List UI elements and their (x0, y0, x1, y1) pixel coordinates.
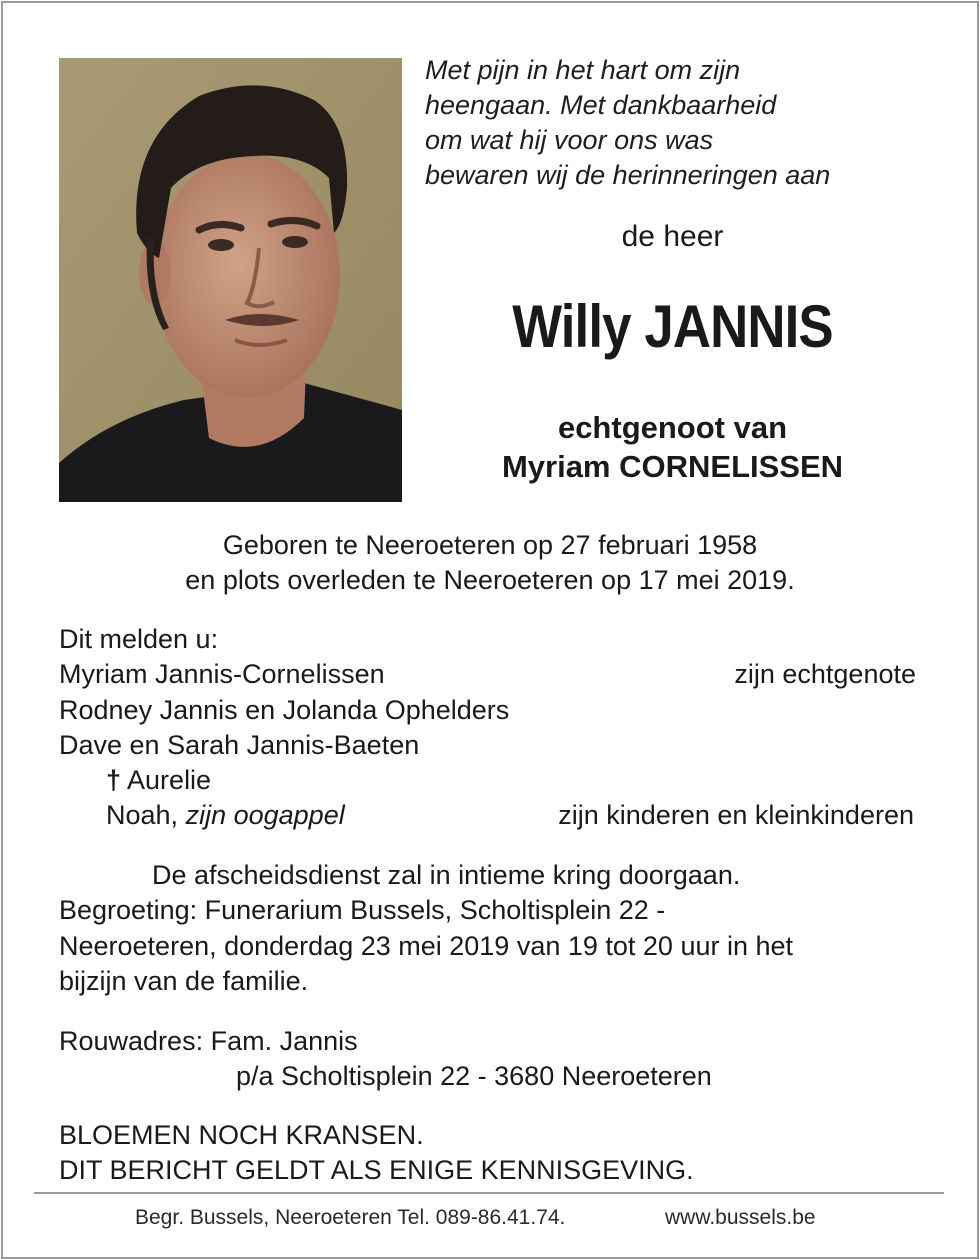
footer-funeral-home: Begr. Bussels, Neeroeteren Tel. 089-86.41.74. (135, 1206, 566, 1229)
spouse-relation: echtgenoot van (557, 410, 788, 445)
cross-icon: † (106, 765, 122, 795)
spouse-name: Myriam CORNELISSEN (501, 449, 844, 484)
address-line-2: p/a Scholtisplein 22 - 3680 Neeroeteren (236, 1061, 712, 1091)
footer-website: www.bussels.be (665, 1206, 816, 1229)
family-child-1: Rodney Jannis en Jolanda Ophelders (59, 695, 510, 725)
service-line-2: Begroeting: Funerarium Bussels, Scholtisplein 22 - (59, 895, 666, 925)
family-heading: Dit melden u: (59, 624, 219, 654)
family-spouse-role: zijn echtgenote (734, 659, 916, 689)
service-line-1: De afscheidsdienst zal in intieme kring doorgaan. (152, 860, 741, 890)
intro-line: bewaren wij de herinneringen aan (425, 160, 831, 190)
family-grandchild-1 (106, 763, 211, 798)
family-grandchild-2 (106, 798, 345, 833)
birth-line: Geboren te Neeroeteren op 27 februari 1958 (222, 530, 758, 560)
family-spouse: Myriam Jannis-Cornelissen (59, 659, 385, 689)
family-child-2: Dave en Sarah Jannis-Baeten (59, 730, 420, 760)
grandchild-note: zijn oogappel (185, 800, 345, 830)
salutation: de heer (621, 220, 724, 253)
death-line: en plots overleden te Neeroeteren op 17 mei 2019. (185, 565, 795, 595)
intro-text (425, 53, 945, 193)
intro-line: heengaan. Met dankbaarheid (425, 90, 777, 120)
footer-divider (34, 1192, 944, 1194)
notice-line-2: DIT BERICHT GELDT ALS ENIGE KENNISGEVING. (59, 1155, 694, 1185)
service-line-4: bijzijn van de familie. (59, 966, 309, 996)
portrait-photo (59, 58, 402, 502)
deceased-name: Willy JANNIS (512, 293, 833, 360)
life-dates (0, 528, 980, 598)
intro-line: om wat hij voor ons was (425, 125, 714, 155)
family-children-role: zijn kinderen en kleinkinderen (558, 800, 914, 830)
grandchild-name: Noah, (106, 800, 179, 830)
address-line-1: Rouwadres: Fam. Jannis (59, 1026, 358, 1056)
grandchild-name: Aurelie (127, 765, 212, 795)
intro-line: Met pijn in het hart om zijn (425, 55, 741, 85)
service-line-3: Neeroeteren, donderdag 23 mei 2019 van 19 tot 20 uur in het (59, 931, 794, 961)
notice-line-1: BLOEMEN NOCH KRANSEN. (59, 1120, 424, 1150)
